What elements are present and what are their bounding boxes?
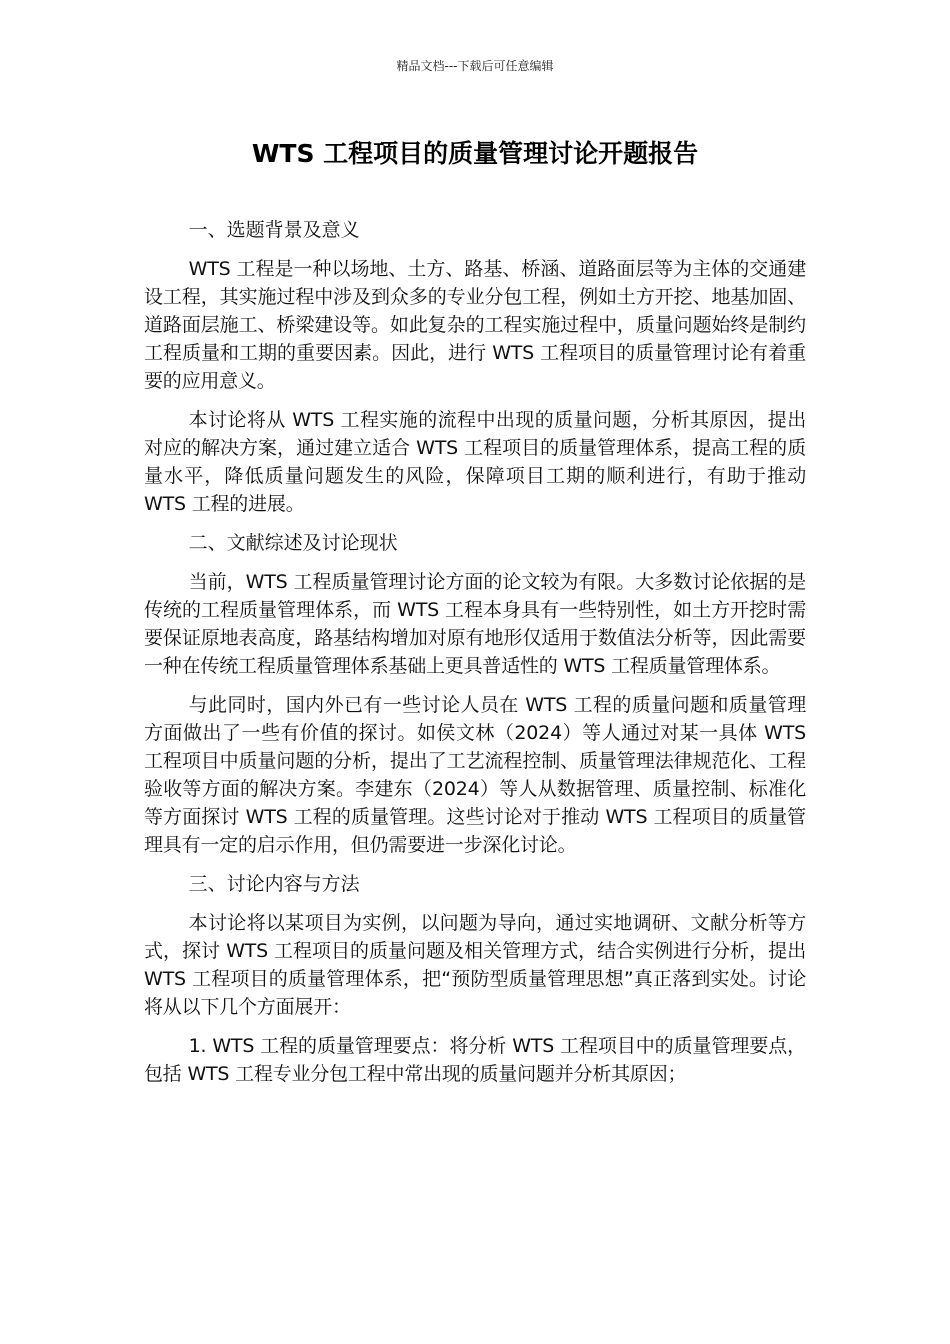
paragraph: 与此同时，国内外已有一些讨论人员在 WTS 工程的质量问题和质量管理方面做出了一些有价值的探讨。如侯文林（2024）等人通过对某一具体 WTS 工程项目中质量问题的分析，提出了工艺流程控制、质量管理法律规范化、工程验收等方面的解决方案。李建东（2024）等人从数据管理、质量控制、标准化等方面探讨 WTS 工程的质量管理。这些讨论对于推动 WTS 工程项目的质量管理具有一定的启示作用，但仍需要进一步深化讨论。	[144, 694, 806, 856]
paragraph: 1. WTS 工程的质量管理要点：将分析 WTS 工程项目中的质量管理要点，包括 WTS 工程专业分包工程中常出现的质量问题并分析其原因；	[144, 1035, 806, 1085]
paragraph: 本讨论将从 WTS 工程实施的流程中出现的质量问题，分析其原因，提出对应的解决方案，通过建立适合 WTS 工程项目的质量管理体系，提高工程的质量水平，降低质量问题发生的风险，保障项目工期的顺利进行，有助于推动 WTS 工程的进展。	[144, 409, 806, 515]
document-body	[144, 216, 806, 1099]
paragraph: 本讨论将以某项目为实例，以问题为导向，通过实地调研、文献分析等方式，探讨 WTS 工程项目的质量问题及相关管理方式，结合实例进行分析，提出 WTS 工程项目的质量管理体系，把“预防型质量管理思想”真正落到实处。讨论将从以下几个方面展开：	[144, 912, 806, 1018]
document-title: WTS 工程项目的质量管理讨论开题报告	[251, 139, 699, 168]
paragraph: WTS 工程是一种以场地、土方、路基、桥涵、道路面层等为主体的交通建设工程，其实施过程中涉及到众多的专业分包工程，例如土方开挖、地基加固、道路面层施工、桥梁建设等。如此复杂的工程实施过程中，质量问题始终是制约工程质量和工期的重要因素。因此，进行 WTS 工程项目的质量管理讨论有着重要的应用意义。	[144, 258, 806, 392]
paragraph: 当前，WTS 工程质量管理讨论方面的论文较为有限。大多数讨论依据的是传统的工程质量管理体系，而 WTS 工程本身具有一些特别性，如土方开挖时需要保证原地表高度，路基结构增加对原有地形仅适用于数值法分析等，因此需要一种在传统工程质量管理体系基础上更具普适性的 WTS 工程质量管理体系。	[144, 571, 806, 677]
section-heading-content-methods: 三、讨论内容与方法	[188, 873, 360, 895]
section-heading-literature-review: 二、文献综述及讨论现状	[188, 532, 398, 554]
header-note: 精品文档---下载后可任意编辑	[396, 59, 554, 73]
section-heading-background: 一、选题背景及意义	[188, 219, 360, 241]
